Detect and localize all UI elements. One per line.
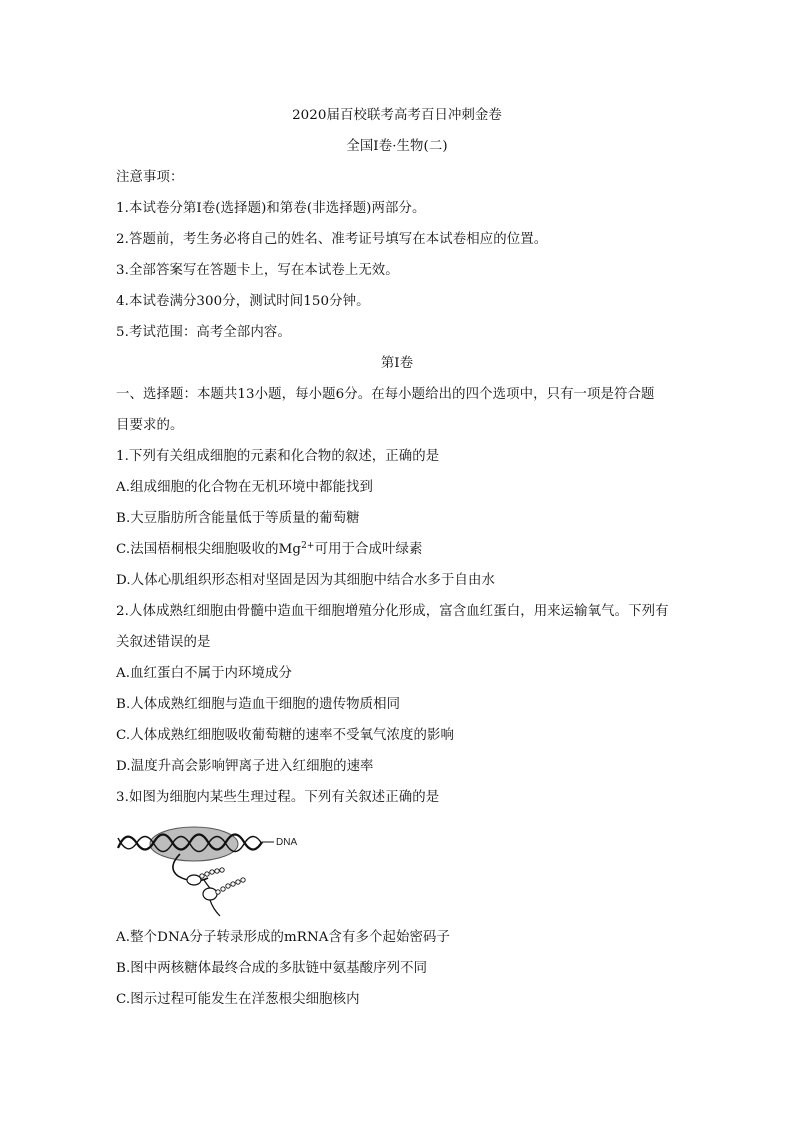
ribosome-2 <box>203 888 217 900</box>
notice-item: 2.答题前，考生务必将自己的姓名、准考证号填写在本试卷相应的位置。 <box>116 232 548 247</box>
option-c-text-end: 可用于合成叶绿素 <box>314 542 423 557</box>
section-intro-cont: 目要求的。 <box>116 418 184 433</box>
notice-item: 3.全部答案写在答题卡上，写在本试卷上无效。 <box>116 263 399 278</box>
ribosome-1 <box>187 875 201 885</box>
question-3-option-b: B.图中两核糖体最终合成的多肽链中氨基酸序列不同 <box>116 961 428 976</box>
question-3-stem: 3.如图为细胞内某些生理过程。下列有关叙述正确的是 <box>116 790 440 805</box>
notice-item: 4.本试卷满分300分，测试时间150分钟。 <box>116 294 370 309</box>
notice-heading: 注意事项： <box>116 170 184 185</box>
mrna-strand-end <box>210 900 220 916</box>
notice-item: 1.本试卷分第I卷(选择题)和第卷(非选择题)两部分。 <box>116 201 426 216</box>
section-title: 第I卷 <box>380 356 414 371</box>
polypeptide-chain-2 <box>216 878 245 894</box>
polypeptide-chain-1 <box>200 868 224 878</box>
exam-subtitle: 全国I卷·生物(二) <box>346 139 448 154</box>
notice-item: 5.考试范围：高考全部内容。 <box>116 325 291 340</box>
question-1-stem: 1.下列有关组成细胞的元素和化合物的叙述，正确的是 <box>116 449 440 464</box>
question-2-option-a: A.血红蛋白不属于内环境成分 <box>116 666 293 681</box>
section-intro: 一、选择题：本题共13小题，每小题6分。在每小题给出的四个选项中，只有一项是符合题 <box>116 387 655 402</box>
question-2-stem: 2.人体成熟红细胞由骨髓中造血干细胞增殖分化形成，富含血红蛋白，用来运输氧气。下列有 <box>116 604 669 619</box>
question-1-option-b: B.大豆脂肪所含能量低于等质量的葡萄糖 <box>116 511 360 526</box>
transcription-translation-figure <box>116 822 316 918</box>
question-1-option-a: A.组成细胞的化合物在无机环境中都能找到 <box>116 480 373 495</box>
exam-title: 2020届百校联考高考百日冲刺金卷 <box>292 108 502 123</box>
question-2-option-d: D.温度升高会影响钾离子进入红细胞的速率 <box>116 759 374 774</box>
question-2-option-c: C.人体成熟红细胞吸收葡萄糖的速率不受氧气浓度的影响 <box>116 728 454 743</box>
ion-charge: 2+ <box>301 541 315 551</box>
question-3-option-c: C.图示过程可能发生在洋葱根尖细胞核内 <box>116 992 360 1007</box>
mrna-strand-tail <box>204 880 210 888</box>
question-2-stem-cont: 关叙述错误的是 <box>116 635 211 650</box>
question-3-option-a: A.整个DNA分子转录形成的mRNA含有多个起始密码子 <box>116 930 450 945</box>
question-1-option-c <box>116 538 423 557</box>
question-2-option-b: B.人体成熟红细胞与造血干细胞的遗传物质相同 <box>116 697 401 712</box>
option-c-text: C.法国梧桐根尖细胞吸收的Mg <box>116 542 302 557</box>
dna-label: DNA <box>276 837 298 848</box>
question-1-option-d: D.人体心肌组织形态相对坚固是因为其细胞中结合水多于自由水 <box>116 573 495 588</box>
